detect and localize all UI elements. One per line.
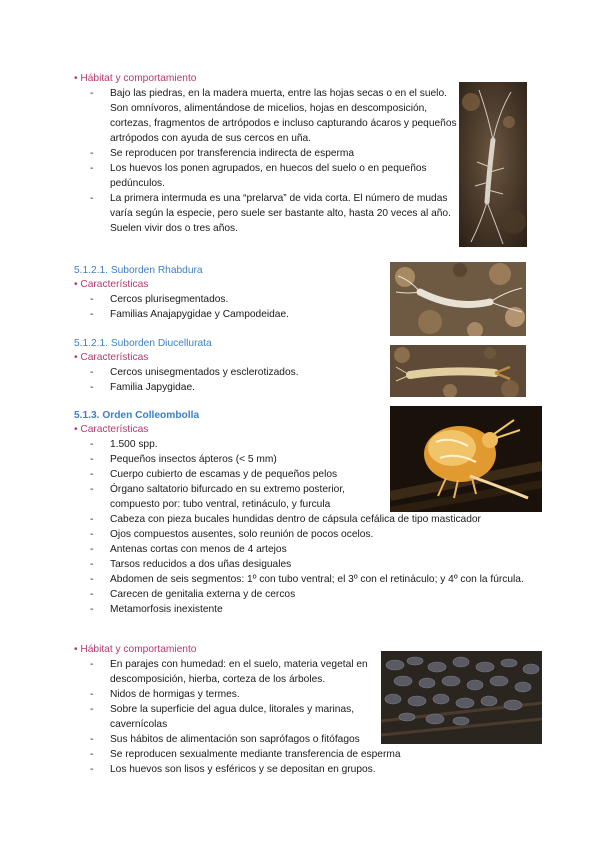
list-item: - Cercos unisegmentados y esclerotizados.: [90, 365, 380, 380]
photo-springtail-group: [381, 651, 542, 744]
list-item: - Cabeza con pieza bucales hundidas dentro de cápsula cefálica de tipo masticador: [90, 512, 530, 527]
list-item: - Tarsos reducidos a dos uñas desiguales: [90, 557, 530, 572]
list-item: - Órgano saltatorio bifurcado en su extremo posterior, compuesto por: tubo ventral, retináculo, y furcula: [90, 482, 375, 512]
list-item: - Familia Japygidae.: [90, 380, 380, 395]
list-item: - Abdomen de seis segmentos: 1º con tubo ventral; el 3º con el retináculo; y 4º con la fúrcula.: [90, 572, 530, 587]
list-item: - Ojos compuestos ausentes, solo reunión de pocos ocelos.: [90, 527, 530, 542]
photo-campodeid: [390, 262, 526, 336]
list-item: - Carecen de genitalia externa y de cercos: [90, 587, 530, 602]
list-item: - En parajes con humedad: en el suelo, materia vegetal en descomposición, hierba, corteza de los árboles.: [90, 657, 378, 687]
section2-list: [90, 292, 380, 322]
photo-springtail: [390, 406, 542, 512]
list-item: - Antenas cortas con menos de 4 artejos: [90, 542, 530, 557]
list-item: - Bajo las piedras, en la madera muerta, entre las hojas secas o en el suelo. Son omnívoros, alimentándose de micelios, hojas en descomposición, cortezas, fragmentos de artrópodos e incluso capturando ácaros y pequeños artrópodos con ayuda de sus cercos en uña.: [90, 86, 460, 146]
section5-heading: • Hábitat y comportamiento: [74, 644, 197, 655]
list-item: - Los huevos son lisos y esféricos y se depositan en grupos.: [90, 762, 430, 777]
list-item: - Familias Anajapygidae y Campodeidae.: [90, 307, 380, 322]
section4-heading: • Características: [74, 424, 149, 435]
section1-heading: • Hábitat y comportamiento: [74, 73, 197, 84]
section2-heading: • Características: [74, 279, 149, 290]
section1-list: [90, 86, 460, 236]
list-item: - Sobre la superficie del agua dulce, litorales y marinas, cavernícolas: [90, 702, 378, 732]
list-item: - Los huevos los ponen agrupados, en huecos del suelo o en pequeños pedúnculos.: [90, 161, 460, 191]
section3-title: 5.1.2.1. Suborden Diucellurata: [74, 338, 212, 349]
list-item: - Cuerpo cubierto de escamas y de pequeños pelos: [90, 467, 530, 482]
section3-list: [90, 365, 380, 395]
section4-title: 5.1.3. Orden Colleombolla: [74, 410, 200, 421]
section5-list: [90, 657, 430, 777]
list-item: - Se reproducen por transferencia indirecta de esperma: [90, 146, 460, 161]
list-item: - Se reproducen sexualmente mediante transferencia de esperma: [90, 747, 430, 762]
list-item: - Nidos de hormigas y termes.: [90, 687, 430, 702]
list-item: - Pequeños insectos ápteros (< 5 mm): [90, 452, 530, 467]
section2-title: 5.1.2.1. Suborden Rhabdura: [74, 265, 203, 276]
list-item: - Metamorfosis inexistente: [90, 602, 530, 617]
list-item: - La primera intermuda es una “prelarva” de vida corta. El número de mudas varía según la especie, pero suele ser bastante alto, hasta 20 veces al año. Suelen vivir dos o tres años.: [90, 191, 460, 236]
list-item: - Cercos plurisegmentados.: [90, 292, 380, 307]
photo-dipluran: [459, 82, 527, 247]
list-item: - 1.500 spp.: [90, 437, 530, 452]
section3-heading: • Características: [74, 352, 149, 363]
photo-japygid: [390, 345, 526, 397]
list-item: - Sus hábitos de alimentación son saprófagos o fitófagos: [90, 732, 430, 747]
